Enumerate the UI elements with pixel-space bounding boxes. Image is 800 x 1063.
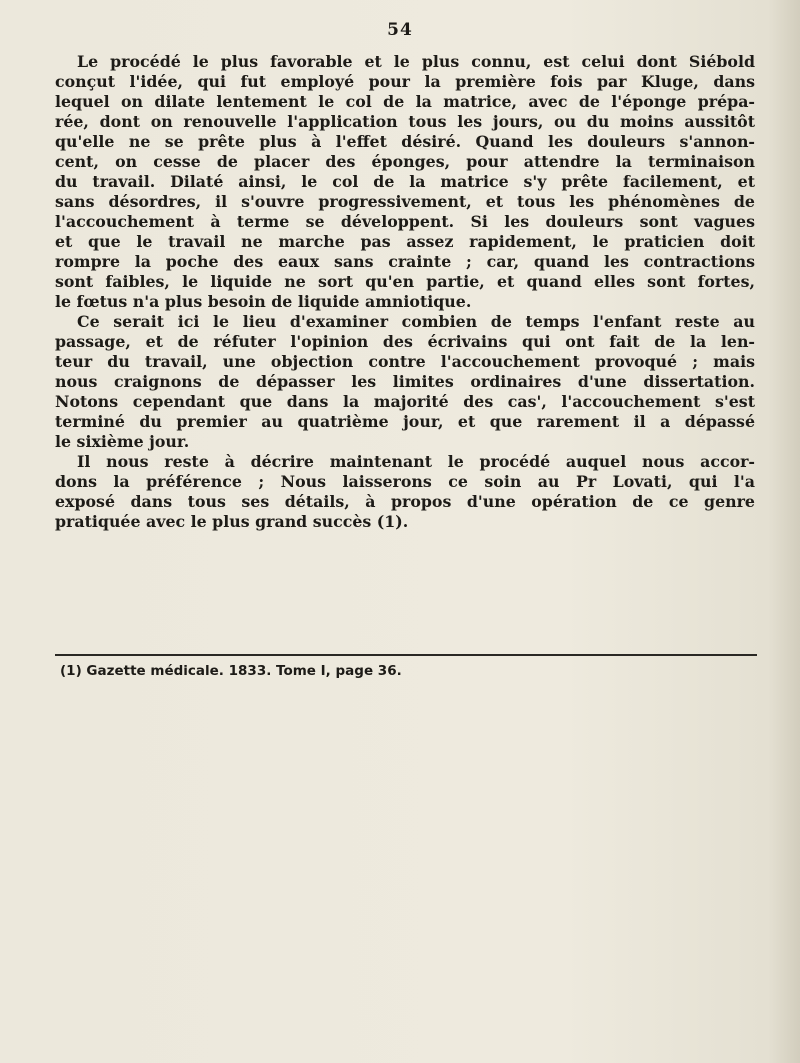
- text-line: lequel on dilate lentement le col de la matrice, avec de l'éponge prépa-: [55, 92, 755, 111]
- paragraph: [55, 52, 755, 312]
- text-line: sont faibles, le liquide ne sort qu'en partie, et quand elles sont fortes,: [55, 272, 755, 291]
- text-line: rée, dont on renouvelle l'application tous les jours, ou du moins aussitôt: [55, 112, 755, 131]
- text-line: du travail. Dilaté ainsi, le col de la matrice s'y prête facilement, et: [55, 172, 755, 191]
- text-line: dons la préférence ; Nous laisserons ce soin au Pr Lovati, qui l'a: [55, 472, 755, 491]
- text-line: nous craignons de dépasser les limites ordinaires d'une dissertation.: [55, 372, 755, 391]
- text-line: Notons cependant que dans la majorité des cas', l'accouchement s'est: [55, 392, 755, 411]
- page-number: 54: [387, 20, 413, 40]
- text-line: Il nous reste à décrire maintenant le procédé auquel nous accor-: [77, 452, 755, 471]
- text-line: sans désordres, il s'ouvre progressivement, et tous les phénomènes de: [55, 192, 755, 211]
- text-line: le fœtus n'a plus besoin de liquide amniotique.: [55, 292, 472, 311]
- text-line: teur du travail, une objection contre l'accouchement provoqué ; mais: [55, 352, 755, 371]
- text-line: qu'elle ne se prête plus à l'effet désiré. Quand les douleurs s'annon-: [55, 132, 755, 151]
- text-line: exposé dans tous ses détails, à propos d'une opération de ce genre: [55, 492, 755, 511]
- text-line: cent, on cesse de placer des éponges, pour attendre la terminaison: [55, 152, 755, 171]
- text-line: le sixième jour.: [55, 432, 190, 451]
- text-line: et que le travail ne marche pas assez rapidement, le praticien doit: [55, 232, 755, 251]
- text-line: Le procédé le plus favorable et le plus connu, est celui dont Siébold: [77, 52, 755, 71]
- text-line: Ce serait ici le lieu d'examiner combien de temps l'enfant reste au: [77, 312, 755, 331]
- footnote: (1) Gazette médicale. 1833. Tome I, page 36.: [60, 663, 402, 679]
- text-line: rompre la poche des eaux sans crainte ; car, quand les contractions: [55, 252, 755, 271]
- paragraph: [55, 312, 755, 452]
- text-line: conçut l'idée, qui fut employé pour la première fois par Kluge, dans: [55, 72, 755, 91]
- text-line: l'accouchement à terme se développent. Si les douleurs sont vagues: [55, 212, 755, 231]
- footnote-divider: [55, 654, 757, 656]
- text-line: pratiquée avec le plus grand succès (1).: [55, 512, 409, 531]
- paragraph: [55, 452, 755, 532]
- text-line: passage, et de réfuter l'opinion des écrivains qui ont fait de la len-: [55, 332, 755, 351]
- text-line: terminé du premier au quatrième jour, et que rarement il a dépassé: [55, 412, 755, 431]
- body-text: [55, 52, 755, 532]
